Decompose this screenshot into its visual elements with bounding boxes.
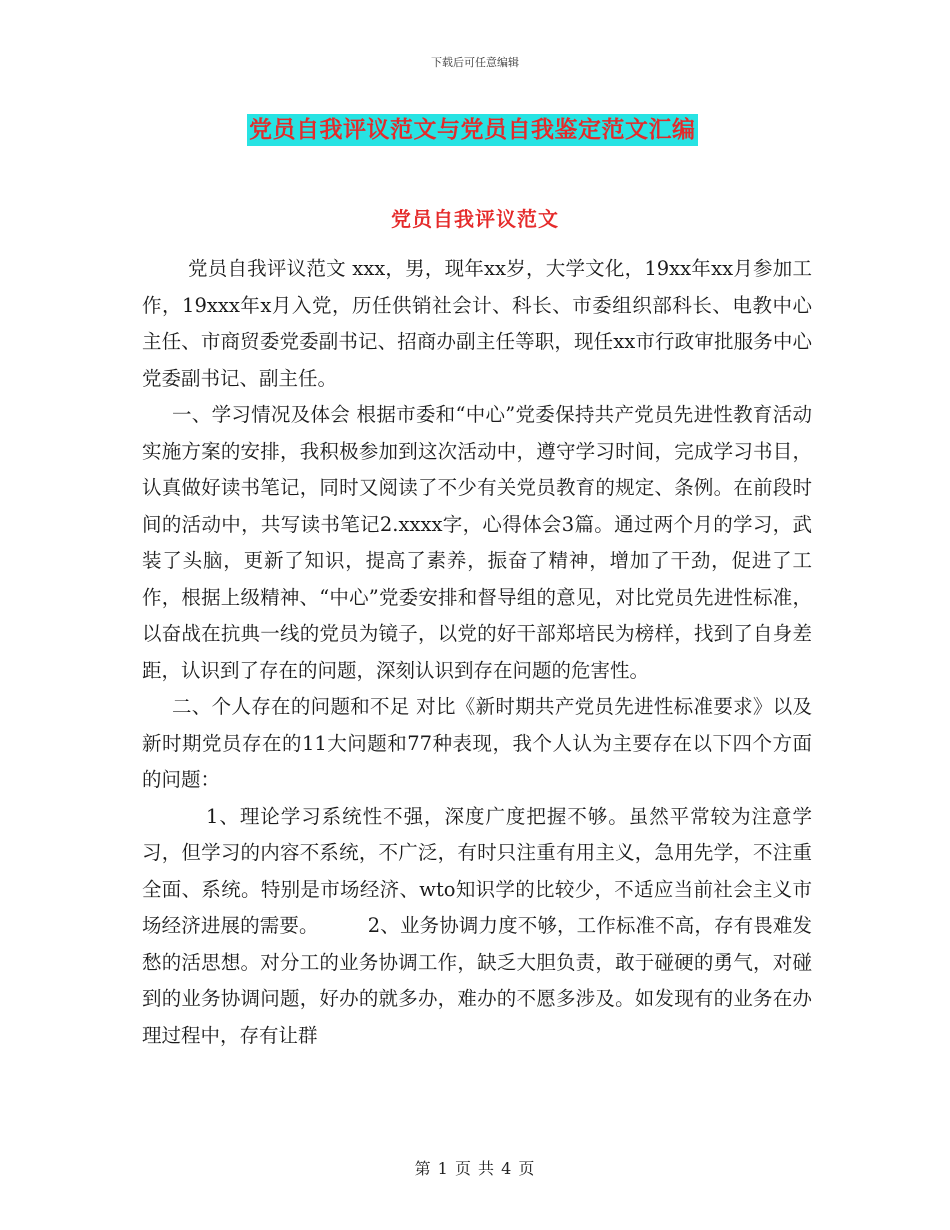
- paragraph-points: 1、理论学习系统性不强，深度广度把握不够。虽然平常较为注意学习，但学习的内容不系统，不广泛，有时只注重有用主义，急用先学，不注重全面、系统。特别是市场经济、wto知识学的比较少，不适应当前社会主义市场经济进展的需要。 2、业务协调力度不够，工作标准不高，存有畏难发愁的活思想。对分工的业务协调工作，缺乏大胆负责，敢于碰硬的勇气，对碰到的业务协调问题，好办的就多办，难办的不愿多涉及。如发现有的业务在办理过程中，存有让群: [142, 804, 812, 1047]
- page-header-note: 下载后可任意编辑: [431, 56, 519, 69]
- section-title: 党员自我评议范文: [391, 207, 559, 231]
- paragraph-study: 一、学习情况及体会 根据市委和“中心”党委保持共产党员先进性教育活动实施方案的安排，我积极参加到这次活动中，遵守学习时间，完成学习书目，认真做好读书笔记，同时又阅读了不少有关党员教育的规定、条例。在前段时间的活动中，共写读书笔记2.xxxx字，心得体会3篇。通过两个月的学习，武装了头脑，更新了知识，提高了素养，振奋了精神，增加了干劲，促进了工作，根据上级精神、“中心”党委安排和督导组的意见，对比党员先进性标准，以奋战在抗典一线的党员为镜子，以党的好干部郑培民为榜样，找到了自身差距，认识到了存在的问题，深刻认识到存在问题的危害性。: [142, 403, 812, 682]
- paragraph-problems: 二、个人存在的问题和不足 对比《新时期共产党员先进性标准要求》以及新时期党员存在的11大问题和77种表现，我个人认为主要存在以下四个方面的问题：: [142, 695, 812, 791]
- document-title: 党员自我评议范文与党员自我鉴定范文汇编: [247, 114, 698, 146]
- document-body: [142, 251, 812, 1054]
- page-footer: 第 1 页 共 4 页: [414, 1159, 536, 1178]
- paragraph-intro: 党员自我评议范文 xxx，男，现年xx岁，大学文化，19xx年xx月参加工作，19xxx年x月入党，历任供销社会计、科长、市委组织部科长、电教中心主任、市商贸委党委副书记、招商办副主任等职，现任xx市行政审批服务中心党委副书记、副主任。: [142, 257, 812, 390]
